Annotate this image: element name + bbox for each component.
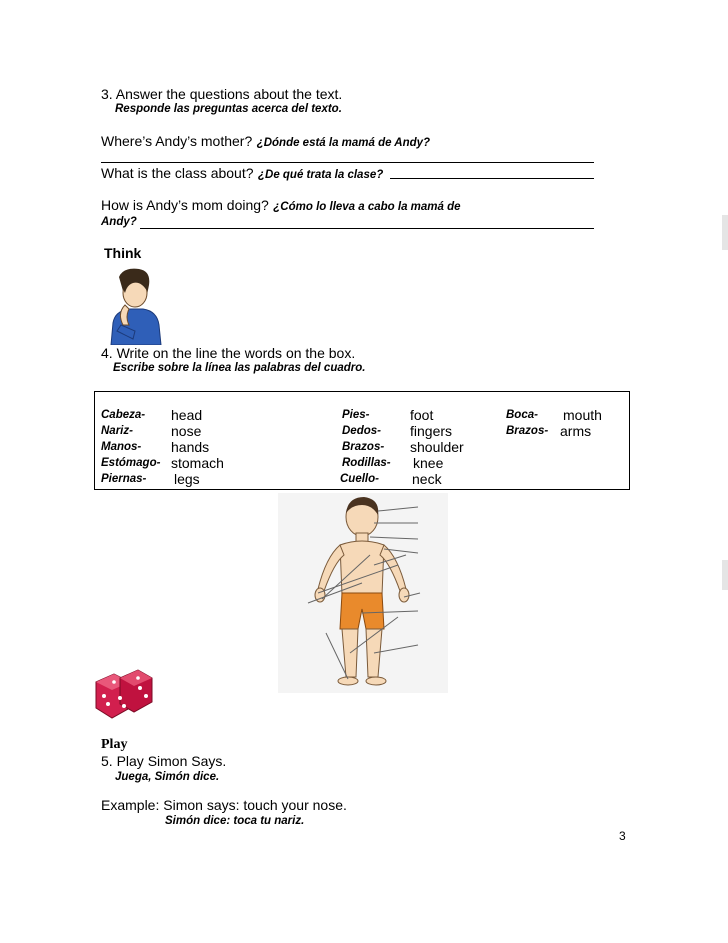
- word-en: foot: [410, 407, 434, 423]
- word-es: Estómago-: [101, 457, 161, 469]
- word-es: Brazos-: [506, 425, 549, 437]
- q3-title: 3. Answer the questions about the text.: [101, 86, 343, 102]
- word-es: Pies-: [342, 409, 370, 421]
- question-3-es: ¿Cómo lo lleva a cabo la mamá de: [273, 201, 461, 213]
- q3-subtitle: Responde las preguntas acerca del texto.: [115, 103, 342, 115]
- word-en: knee: [413, 455, 444, 471]
- q4-subtitle: Escribe sobre la línea las palabras del cuadro.: [113, 362, 366, 374]
- q5-title: 5. Play Simon Says.: [101, 753, 227, 769]
- word-en: arms: [560, 423, 592, 439]
- word-es: Dedos-: [342, 425, 381, 437]
- page-edge-mark: [722, 215, 728, 250]
- answer-line-3[interactable]: [140, 228, 594, 229]
- think-label: Think: [104, 245, 142, 261]
- word-en: fingers: [410, 423, 453, 439]
- word-es: Nariz-: [101, 425, 133, 437]
- word-es: Piernas-: [101, 473, 147, 485]
- word-es: Rodillas-: [342, 457, 391, 469]
- page-number: 3: [619, 829, 626, 843]
- word-en: stomach: [171, 455, 224, 471]
- page-edge-mark: [722, 560, 728, 590]
- question-2-en: What is the class about?: [101, 165, 254, 181]
- word-en: mouth: [563, 407, 602, 423]
- answer-line-2[interactable]: [390, 178, 594, 179]
- word-es: Cuello-: [340, 473, 379, 485]
- word-es: Manos-: [101, 441, 142, 453]
- word-en: neck: [412, 471, 442, 487]
- word-en: head: [171, 407, 203, 423]
- play-label: Play: [101, 737, 128, 752]
- word-en: nose: [171, 423, 202, 439]
- question-3-en: How is Andy’s mom doing?: [101, 197, 269, 213]
- word-box: [94, 391, 630, 490]
- word-en: legs: [174, 471, 200, 487]
- word-es: Boca-: [506, 409, 538, 421]
- word-en: hands: [171, 439, 210, 455]
- q4-title: 4. Write on the line the words on the box.: [101, 345, 356, 361]
- question-1-es: ¿Dónde está la mamá de Andy?: [256, 137, 431, 149]
- question-2: [101, 165, 383, 183]
- dice-icon: [92, 668, 154, 720]
- question-2-es: ¿De qué trata la clase?: [257, 169, 384, 181]
- question-3-es-cont: Andy?: [101, 216, 137, 228]
- answer-line-1[interactable]: [101, 162, 594, 163]
- question-1: [101, 133, 430, 151]
- word-es: Brazos-: [342, 441, 385, 453]
- example-en: Example: Simon says: touch your nose.: [101, 797, 347, 813]
- question-3: [101, 197, 461, 215]
- question-1-en: Where’s Andy’s mother?: [101, 133, 253, 149]
- word-en: shoulder: [410, 439, 464, 455]
- example-es: Simón dice: toca tu nariz.: [165, 815, 305, 827]
- word-es: Cabeza-: [101, 409, 146, 421]
- thinking-boy-illustration: [105, 265, 163, 345]
- q5-subtitle: Juega, Simón dice.: [115, 771, 220, 783]
- body-diagram-illustration: [278, 493, 448, 693]
